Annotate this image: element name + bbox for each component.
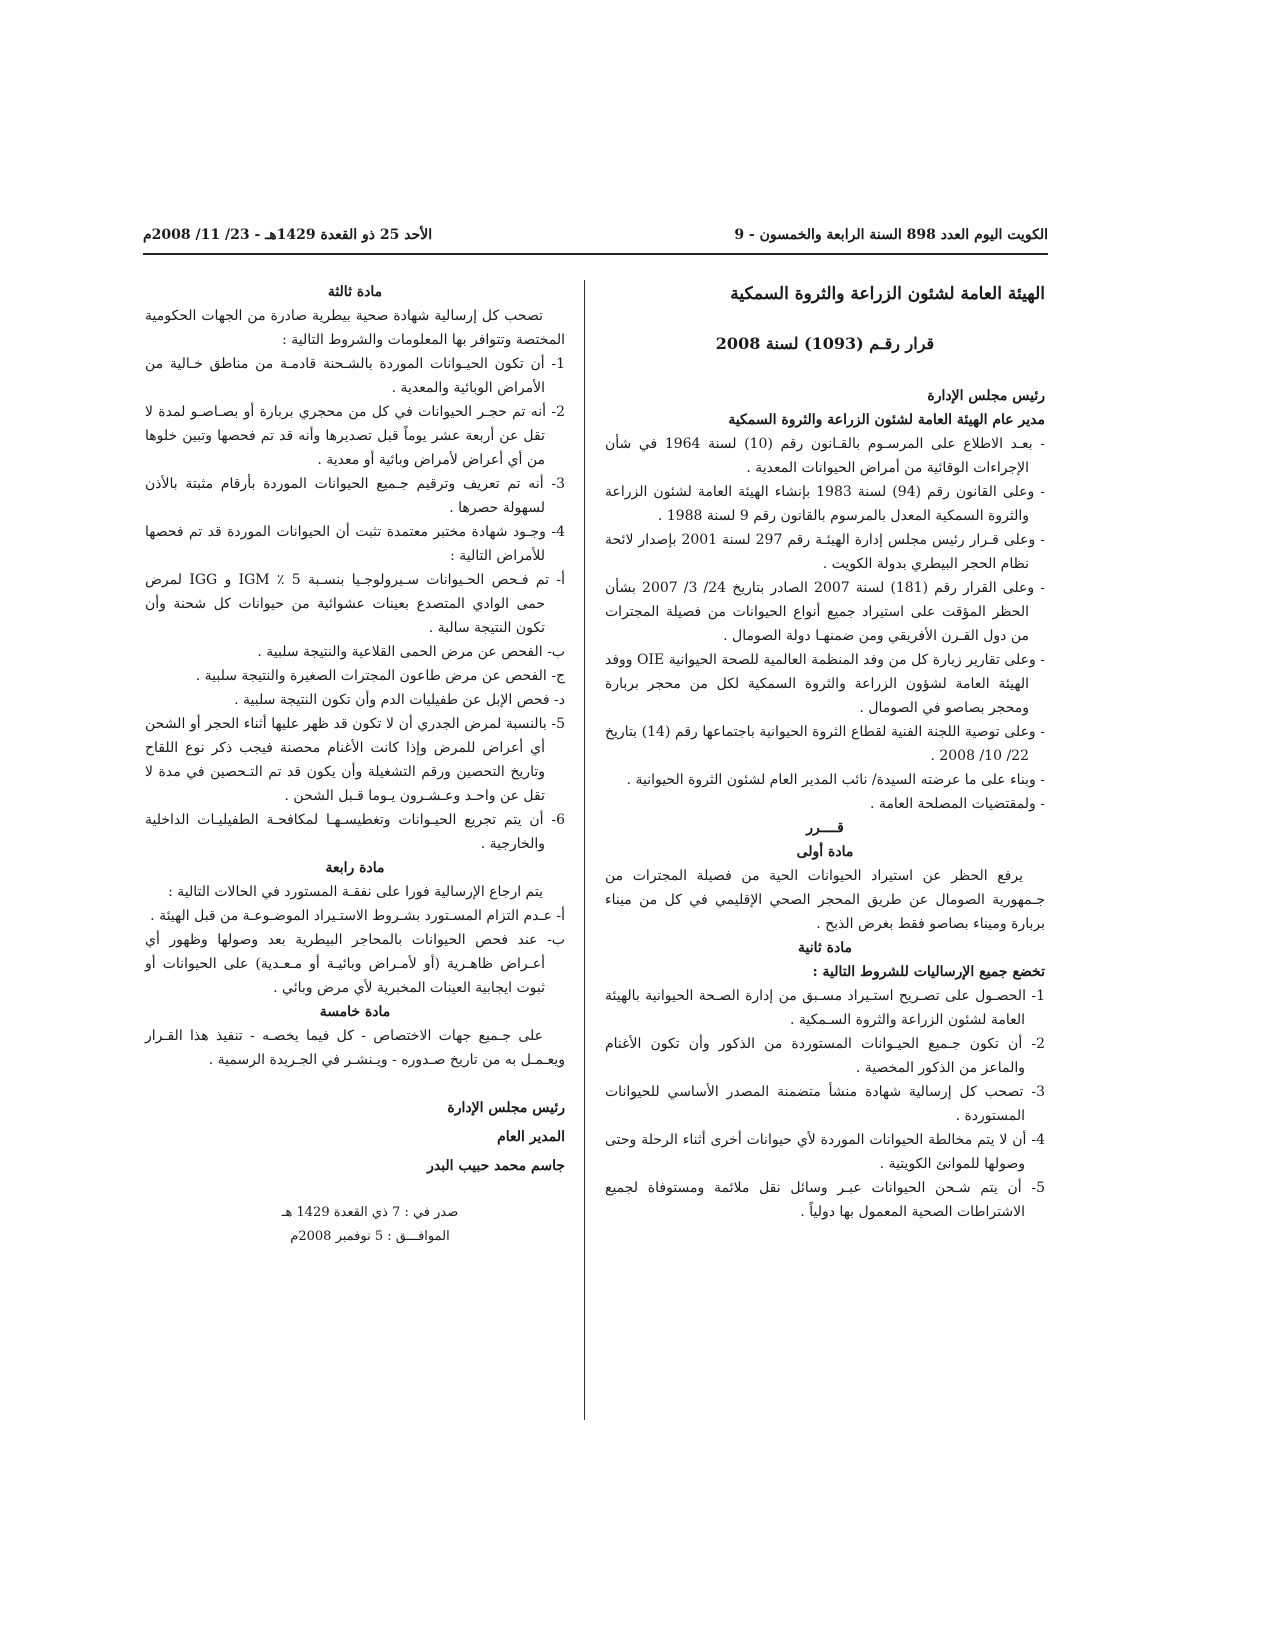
article-2-item: 5- أن يتم شـحن الحيوانات عبـر وسائل نقل ملائمة ومستوفاة لجميع الاشتراطات الصحية المعمول بها دولياً . xyxy=(605,1180,1045,1220)
header-date: الأحد 25 ذو القعدة 1429هـ - 23/ 11/ 2008م xyxy=(143,227,433,243)
article-3-intro: تصحب كل إرسالية شهادة صحية بيطرية صادرة من الجهات الحكومية المختصة وتتوافر بها المعلومات والشروط التالية : xyxy=(145,308,565,348)
article-3-item: 5- بالنسبة لمرض الجدري أن لا تكون قد ظهر عليها أثناء الحجر أو الشحن أي أعراض للمرض وإذا كانت الأغنام محصنة فيجب ذكر نوع اللقاح وتاريخ التحصين ورقم التشغيلة وأن يكون قد تم التـحصين في مدة لا تقل عن واحـد وعـشـرون يـوما قـبل الشحن . xyxy=(145,716,565,804)
article-3-title: مادة ثالثة xyxy=(327,284,383,300)
signature-name: جاسم محمد حبيب البدر xyxy=(427,1158,565,1174)
issuer-title: رئيس مجلس الإدارة xyxy=(927,388,1045,404)
article-1-title: مادة أولى xyxy=(796,844,854,860)
preamble-item: - وعلى القانون رقم (94) لسنة 1983 بإنشاء الهيئة العامة لشئون الزراعة والثروة السمكية المعدل بالمرسوم بالقانون رقم 9 لسنة 1988 . xyxy=(605,484,1045,524)
decree-title: قرار رقـم (1093) لسنة 2008 xyxy=(715,334,935,353)
preamble-item: - وعلى توصية اللجنة الفنية لقطاع الثروة الحيوانية باجتماعها رقم (14) بتاريخ 22/ 10/ 2008 . xyxy=(605,724,1046,764)
header-issue-info: الكويت اليوم العدد 898 السنة الرابعة والخمسون - 9 xyxy=(734,227,1048,243)
preamble-item: - وبناء على ما عرضته السيدة/ نائب المدير العام لشئون الثروة الحيوانية . xyxy=(626,772,1045,788)
article-3-item: 2- أنه تم حجـر الحيوانات في كل من محجري بربارة أو بصـاصـو لمدة لا تقل عن أربعة عشر يوماً قبل تصديرها وأنه قد تم فحصها وتبين خلوها من أي أعراض لأمراض وبائية أو معدية . xyxy=(145,404,565,468)
article-4-title: مادة رابعة xyxy=(325,860,385,876)
right-column xyxy=(605,282,1045,1224)
left-column xyxy=(145,280,565,1249)
article-3-item: ب- الفحص عن مرض الحمى القلاعية والنتيجة سلبية . xyxy=(257,644,565,660)
article-3-item: 1- أن تكون الحيـوانات الموردة بالشـحنة قادمـة من مناطق خـالية من الأمراض الوبائية والمعدية . xyxy=(145,356,565,396)
article-4-item: أ- عـدم التزام المسـتورد بشـروط الاستـيراد الموضـوعـة من قبل الهيئة . xyxy=(150,908,565,924)
signature-block xyxy=(145,1094,565,1181)
article-3-item: 3- أنه تم تعريف وترقيم جـميع الحيوانات الموردة بأرقام مثبتة بالأذن لسهولة حصرها . xyxy=(145,476,565,516)
issue-dates xyxy=(145,1201,565,1249)
preamble-item: - بعـد الاطلاع على المرسـوم بالقـانون رقم (10) لسنة 1964 في شأن الإجراءات الوقائية من أمراض الحيوانات المعدية . xyxy=(605,436,1046,476)
preamble xyxy=(605,432,1045,816)
signature-role: المدير العام xyxy=(497,1129,565,1145)
running-header xyxy=(143,223,1048,247)
article-3-item: ج- الفحص عن مرض طاعون المجترات الصغيرة والنتيجة سلبية . xyxy=(195,668,565,684)
issued-gregorian-date: الموافـــق : 5 نوفمبر 2008م xyxy=(290,1229,450,1244)
article-3-item: أ- تم فـحص الحـيوانات سـيرولوجـيا بنسـبة 5 ٪ IGM و IGG لمرض حمى الوادي المتصدع بعينات عشوائية من حيوانات كل شحنة وأن تكون النتيجة سالبة . xyxy=(145,572,565,636)
article-4-item: ب- عند فحص الحيوانات بالمحاجر البيطرية بعد وصولها وظهور أي أعـراض ظاهـرية (أو لأمـراض وبائيـة أو مـعـدية) على الحيوانات أو ثبوت ايجابية العينات المخبرية لأي مرض وبائي . xyxy=(145,932,565,996)
authority-heading: الهيئة العامة لشئون الزراعة والثروة السمكية xyxy=(730,284,1045,304)
article-3-item: 4- وجـود شهادة مختبر معتمدة تثبت أن الحيوانات الموردة قد تم فحصها للأمراض التالية : xyxy=(145,524,565,564)
article-2-item: 3- تصحب كل إرسالية شهادة منشأ متضمنة المصدر الأساسي للحيوانات المستوردة . xyxy=(605,1084,1045,1124)
article-5-text: على جـميع جهات الاختصاص - كل فيما يخصـه - تنفيذ هذا القـرار ويعـمـل به من تاريخ صـدوره - ويـنشـر في الجـريدة الرسمية . xyxy=(145,1028,565,1068)
article-5-title: مادة خامسة xyxy=(319,1004,391,1020)
article-2-title: مادة ثانية xyxy=(798,940,852,956)
decides-heading: قــــرر xyxy=(806,820,844,836)
preamble-item: - وعلى القرار رقم (181) لسنة 2007 الصادر بتاريخ 24/ 3/ 2007 بشأن الحظر المؤقت على استيراد جميع أنواع الحيوانات من فصيلة المجترات من دول القـرن الأفريقي ومن ضمنهـا دولة الصومال . xyxy=(605,580,1045,644)
issuer-subtitle: مدير عام الهيئة العامة لشئون الزراعة والثروة السمكية xyxy=(728,412,1045,428)
issued-hijri-date: صدر في : 7 ذي القعدة 1429 هـ xyxy=(281,1205,459,1220)
article-2-list xyxy=(605,984,1045,1224)
column-divider xyxy=(584,280,585,1420)
preamble-item: - ولمقتضيات المصلحة العامة . xyxy=(870,796,1045,812)
article-1-text: يرفع الحظر عن استيراد الحيوانات الحية من فصيلة المجترات من جـمهورية الصومال عن طريق المحجر الصحي الإقليمي في كل من ميناء بربارة وميناء بصاصو فقط بغرض الذبح . xyxy=(605,868,1045,932)
header-divider xyxy=(143,253,1048,255)
preamble-item: - وعلى قـرار رئيس مجلس إدارة الهيئـة رقم 297 لسنة 2001 بإصدار لائحة نظام الحجر البيطري بدولة الكويت . xyxy=(605,532,1046,572)
article-2-item: 4- أن لا يتم مخالطة الحيوانات الموردة لأي حيوانات أخرى أثناء الرحلة وحتى وصولها للموانئ الكويتية . xyxy=(605,1132,1045,1172)
article-2-item: 1- الحصـول على تصـريح استـيراد مسـبق من إدارة الصـحة الحيوانية بالهيئة العامة لشئون الزراعة والثروة السـمكية . xyxy=(605,988,1045,1028)
article-4-intro: يتم ارجاع الإرسالية فورا على نفقـة المستورد في الحالات التالية : xyxy=(168,884,543,900)
article-3-list xyxy=(145,352,565,856)
preamble-item: - وعلى تقارير زيارة كل من وفد المنظمة العالمية للصحة الحيوانية OIE ووفد الهيئة العامة لشؤون الزراعة والثروة السمكية لكل من محجر بربارة ومحجر بصاصو في الصومال . xyxy=(605,652,1045,716)
article-4-list xyxy=(145,904,565,1000)
signature-title: رئيس مجلس الإدارة xyxy=(447,1100,565,1116)
article-3-item: د- فحص الإبل عن طفيليات الدم وأن تكون النتيجة سلبية . xyxy=(234,692,565,708)
article-3-item: 6- أن يتم تجريع الحيـوانات وتغطيسـهـا لمكافحـة الطفيليـات الداخلية والخارجية . xyxy=(145,812,565,852)
article-2-item: 2- أن تكون جـميع الحيـوانات المستوردة من الذكور وأن تكون الأغنام والماعز من الذكور المخصية . xyxy=(605,1036,1045,1076)
article-2-intro: تخضع جميع الإرساليات للشروط التالية : xyxy=(812,964,1045,980)
